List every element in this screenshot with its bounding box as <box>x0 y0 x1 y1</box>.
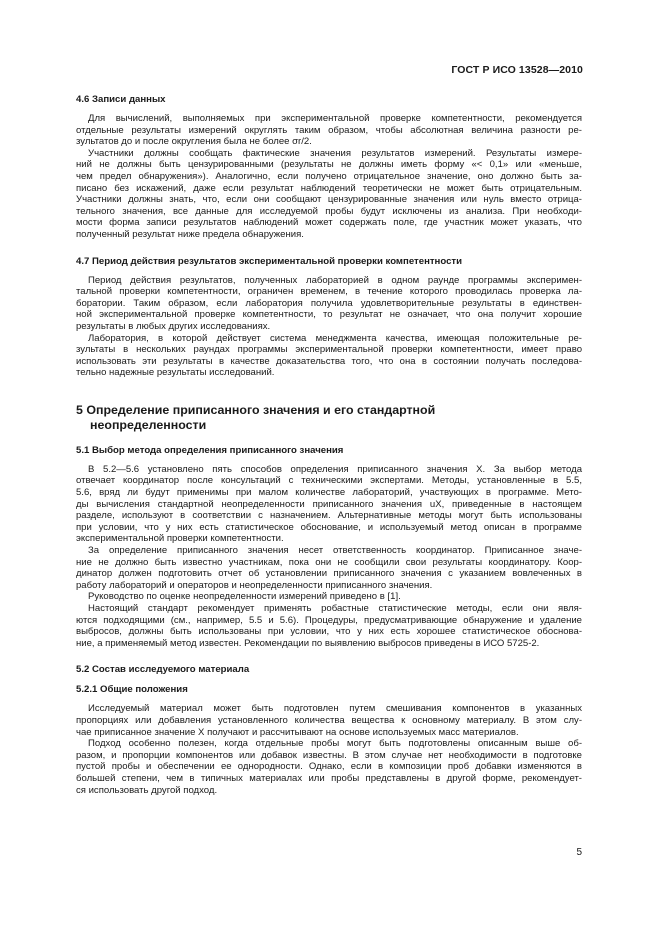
text-line: выбросов, должны быть использованы при условии, что у них есть хорошее статистическое обоснова- <box>76 626 582 638</box>
text-line: Период действия результатов, полученных лабораторией в одном раунде программы эксперимен- <box>88 274 582 286</box>
text-line: тельно надежные результаты исследований. <box>76 367 275 379</box>
text-line: ние, а применяемый метод известен. Рекомендации по выявлению выбросов приведены в ИСО 5725-2. <box>76 637 540 649</box>
text-line: За определение приписанного значения несет ответственность координатор. Приписанное значе- <box>88 545 582 557</box>
text-line: отвечает координатор после консультаций с техническими экспертами. Методы, установленные в 5.5, <box>76 475 582 487</box>
text-line: Для вычислений, выполняемых при экспериментальной проверке компетентности, рекомендуется <box>88 113 582 124</box>
text-line: отдельные результаты измерений округлять таким образом, чтобы абсолютная величина разности ре- <box>76 124 582 136</box>
text-line: В 5.2—5.6 установлено пять способов определения приписанного значения X. За выбор метода <box>88 463 582 475</box>
section-5-heading-line-2: неопределенности <box>90 418 207 433</box>
section-4-7-heading: 4.7 Период действия результатов экспериментальной проверки компетентности <box>76 255 463 267</box>
text-line: писано без искажений, даже если результат наблюдений теоретически не может быть отрицательным. <box>76 182 582 194</box>
section-5-1-paragraph-1 <box>76 464 582 545</box>
text-line: результаты в любых других исследованиях. <box>76 320 271 332</box>
text-line: пустой пробы и обеспечении ее однородности. Однако, если в композиции проб добавки изменяются в <box>76 761 582 773</box>
section-4-6-paragraph-2 <box>76 148 582 241</box>
text-line: использовать эти результаты в качестве доказательства того, что она в состоянии получать последова- <box>76 355 582 367</box>
section-5-2-1-paragraph-1 <box>76 703 582 738</box>
text-line: работу лабораторий и операторов и неопределенности приписанного значения. <box>76 579 433 591</box>
section-5-heading <box>76 403 582 434</box>
text-line: чае приписанное значение X получают и рассчитывают на основе используемых масс материалов. <box>76 726 519 738</box>
text-line: ние не должно быть известно участникам, пока они не сообщили свои результаты координатору. Коор- <box>76 556 582 568</box>
section-5-1-heading: 5.1 Выбор метода определения приписанного значения <box>76 444 344 456</box>
text-line: Участники должны сообщать фактические значения результатов измерений. Результаты измере- <box>88 147 582 159</box>
text-line: экспериментальной проверки компетентности. <box>76 533 284 545</box>
section-5-2-1-heading: 5.2.1 Общие положения <box>76 684 188 696</box>
section-5-1-paragraph-3 <box>76 591 582 603</box>
text-line: тальной проверки компетентности, ограничен временем, в течение которого проводилась проверка ла- <box>76 286 582 298</box>
text-line: ды вычисления стандартной неопределенности приписанного значения uX, приведенные в настоящем <box>76 498 582 510</box>
text-line: боратории. Таким образом, если лаборатория получила удовлетворительные результаты в единствен- <box>76 297 582 309</box>
text-line: ются подходящими (см., например, 5.5 и 5.6). Процедуры, предусматривающие обнаружение и удаление <box>76 614 582 626</box>
text-line: зультатов до и после округления была не более σr/2. <box>76 136 312 148</box>
text-line: ся использовать другой подход. <box>76 784 218 796</box>
text-line: Руководство по оценке неопределенности измерений приведено в [1]. <box>88 591 401 603</box>
section-5-1-paragraph-4 <box>76 603 582 649</box>
text-line: 5.6, вряд ли будут применимы при малом количестве лабораторий, участвующих в программе. Мето- <box>76 487 582 499</box>
text-line: Участники должны знать, что, если они сообщают цензурированные значения или нуль вместо отрица- <box>76 194 582 206</box>
text-line: Исследуемый материал может быть подготовлен путем смешивания компонентов в указанных <box>88 703 582 715</box>
section-5-heading-line-1: 5 Определение приписанного значения и его стандартной <box>76 402 436 417</box>
section-5-2-1-paragraph-2 <box>76 738 582 796</box>
section-4-7-paragraph-1 <box>76 275 582 333</box>
text-line: динатор должен подготовить отчет об установлении приписанного значения с указанием вовлеченных в <box>76 568 582 580</box>
text-line: разом, и пропорции компонентов или добавок известны. В этом случае нет необходимости в подготовке <box>76 749 582 761</box>
text-line: Лаборатория, в которой действует система менеджмента качества, имеющая положительные ре- <box>88 332 582 344</box>
text-line: тельного значения, все данные для исследуемой пробы будут исключены из анализа. При необходи- <box>76 205 582 217</box>
text-line: Настоящий стандарт рекомендует применять робастные статистические методы, если они явля- <box>88 603 582 614</box>
text-line: пропорциях или добавления установленного количества вещества к основному материалу. В этом слу- <box>76 714 582 726</box>
text-line: ний не должны быть цензурированными (результаты не должны иметь форму «< 0,1» или «меньше, <box>76 159 582 171</box>
page-number: 5 <box>576 847 582 858</box>
section-4-7-paragraph-2 <box>76 333 582 379</box>
text-line: Подход особенно полезен, когда отдельные пробы могут быть подготовлены описанным выше об- <box>88 738 582 750</box>
text-line: разделе, используют в соответствии с назначением. Альтернативные методы могут быть использованы <box>76 510 582 522</box>
text-line: при условии, что у них есть статистическое обоснование, и используемый метод описан в программе <box>76 521 582 533</box>
text-line: мости форма записи результатов наблюдений может содержать поле, где участник может указать, что <box>76 217 582 229</box>
text-line: ной экспериментальной проверке компетентности, то результат не означает, что она получит хорошие <box>76 309 582 321</box>
document-body <box>76 93 582 796</box>
text-line: чем предел обнаружения»). Аналогично, если получено отрицательное значение, оно должно быть за- <box>76 170 582 182</box>
section-5-1-paragraph-2 <box>76 545 582 591</box>
section-5-2-heading: 5.2 Состав исследуемого материала <box>76 664 250 676</box>
text-line: полученный результат ниже предела обнаружения. <box>76 228 304 240</box>
text-line: большей степени, чем в типичных материалах или пробы представлены в другой форме, рекомендует- <box>76 772 582 784</box>
section-4-6-paragraph-1 <box>76 113 582 148</box>
text-line: зультаты в нескольких раундах программы экспериментальной проверки компетентности, имеет право <box>76 344 582 356</box>
document-header: ГОСТ Р ИСО 13528—2010 <box>451 64 583 76</box>
section-4-6-heading: 4.6 Записи данных <box>76 94 166 105</box>
